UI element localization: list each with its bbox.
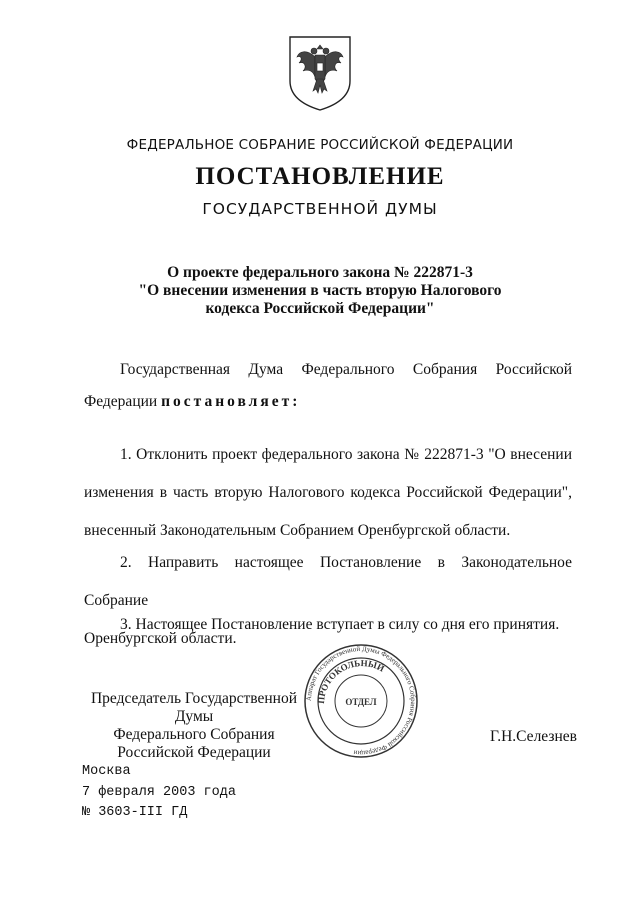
item-line: внесенный Законодательным Собранием Оренбургской области. <box>84 522 511 539</box>
subject-line: кодекса Российской Федерации" <box>205 300 435 317</box>
item-line: 1. Отклонить проект федерального закона № 222871-3 "О внесении <box>120 446 572 463</box>
resolution-item-2 <box>84 544 572 658</box>
subject-line: О проекте федерального закона № 222871-3 <box>167 264 473 281</box>
issue-place: Москва <box>82 764 131 779</box>
preamble-paragraph <box>84 354 572 418</box>
stamp-center-text: ОТДЕЛ <box>345 697 377 707</box>
document-type-title: ПОСТАНОВЛЕНИЕ <box>195 163 445 190</box>
subject-line: "О внесении изменения в часть вторую Налогового <box>138 282 502 299</box>
issue-date: 7 февраля 2003 года <box>82 785 236 800</box>
assembly-name: ФЕДЕРАЛЬНОЕ СОБРАНИЕ РОССИЙСКОЙ ФЕДЕРАЦИИ <box>126 137 514 153</box>
item-line: Оренбургской области. <box>84 630 237 647</box>
signer-position <box>84 690 304 762</box>
signer-position-line: Председатель Государственной Думы <box>90 690 298 725</box>
resolution-item-1 <box>84 436 572 550</box>
official-stamp-icon <box>302 642 420 760</box>
signer-name: Г.Н.Селезнев <box>490 728 577 745</box>
item-line: 3. Настоящее Постановление вступает в силу со дня его принятия. <box>120 616 560 633</box>
stamp-ring-text: Аппарат Государственной Думы Федерального Собрания Российской Федерации <box>304 644 418 758</box>
document-number: № 3603-III ГД <box>82 805 188 820</box>
signer-position-line: Российской Федерации <box>117 744 271 761</box>
item-line: изменения в часть вторую Налогового кодекса Российской Федерации", <box>84 484 572 501</box>
document-subject <box>0 264 640 318</box>
signer-position-line: Федерального Собрания <box>113 726 275 743</box>
coat-of-arms-emblem-icon <box>285 33 355 113</box>
resolution-item-3 <box>84 616 572 634</box>
preamble-text: Государственная Дума Федерального Собрания Российской Федерации <box>84 361 572 410</box>
stamp-inner-arc-text: ПРОТОКОЛЬНЫЙ <box>315 658 386 705</box>
item-line: 2. Направить настоящее Постановление в Законодательное Собрание <box>84 554 572 609</box>
document-type-subtitle: ГОСУДАРСТВЕННОЙ ДУМЫ <box>202 200 438 218</box>
decree-word: постановляет: <box>161 393 301 410</box>
